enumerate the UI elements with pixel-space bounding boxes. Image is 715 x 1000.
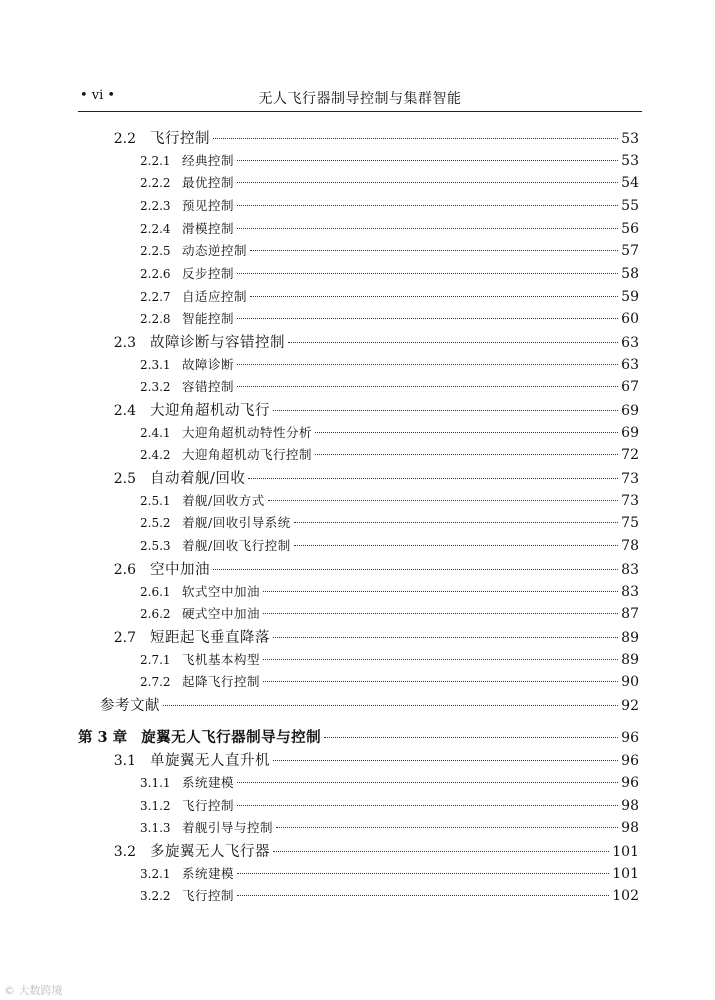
toc-title: 容错控制 [182, 379, 235, 394]
toc-page: 57 [621, 243, 639, 259]
toc-section-2-5[interactable] [100, 467, 639, 488]
toc-title: 故障诊断 [182, 357, 235, 372]
toc-number: 2.2.5 [140, 244, 171, 258]
toc-page: 101 [612, 844, 639, 860]
toc-number: 2.4.2 [140, 448, 171, 462]
leader-dots [273, 637, 618, 638]
toc-subsection-2-5-3[interactable] [140, 536, 639, 554]
toc-title: 故障诊断与容错控制 [150, 335, 285, 351]
toc-title: 大迎角超机动飞行控制 [182, 447, 313, 462]
toc-title: 飞机基本构型 [182, 652, 261, 667]
leader-dots [263, 681, 618, 682]
toc-title: 旋翼无人飞行器制导与控制 [141, 729, 322, 746]
toc-page: 78 [621, 538, 639, 554]
leader-dots [294, 545, 618, 546]
toc-title: 自适应控制 [182, 289, 248, 304]
leader-dots [237, 895, 609, 896]
toc-page: 63 [621, 357, 639, 373]
toc-number: 2.7.2 [140, 675, 171, 689]
toc-page: 69 [621, 425, 639, 441]
toc-subsection-2-6-1[interactable] [140, 582, 639, 600]
toc-page: 90 [621, 674, 639, 690]
toc-section-2-3[interactable] [100, 331, 639, 352]
toc-title: 动态逆控制 [182, 243, 248, 258]
toc-section-2-4[interactable] [100, 399, 639, 420]
leader-dots [250, 296, 618, 297]
leader-dots [268, 500, 618, 501]
toc-title: 大迎角超机动特性分析 [182, 425, 313, 440]
toc-number: 2.2.4 [140, 222, 171, 236]
toc-title: 自动着舰/回收 [150, 471, 246, 487]
leader-dots [273, 410, 618, 411]
toc-number: 2.2.7 [140, 290, 171, 304]
watermark: © 大数跨境 [4, 984, 63, 997]
toc-number: 3.2.2 [140, 889, 171, 903]
leader-dots [294, 522, 618, 523]
toc-page: 72 [621, 447, 639, 463]
toc-number: 3.2 [113, 844, 136, 860]
toc-section-2-2[interactable] [100, 127, 639, 148]
toc-number: 3.1.2 [140, 799, 171, 813]
toc-title: 预见控制 [182, 198, 235, 213]
toc-title: 多旋翼无人飞行器 [150, 844, 270, 860]
toc-number: 3.1 [113, 753, 136, 769]
toc-number: 3.2.1 [140, 867, 171, 881]
toc-page: 73 [621, 493, 639, 509]
toc-references[interactable] [100, 694, 639, 715]
toc-title: 飞行控制 [150, 131, 210, 147]
leader-dots [237, 386, 618, 387]
leader-dots [237, 182, 618, 183]
toc-subsection-3-1-1[interactable] [140, 773, 639, 791]
toc-number: 2.7.1 [140, 653, 171, 667]
toc-number: 2.2.2 [140, 176, 171, 190]
leader-dots [273, 851, 609, 852]
leader-dots [237, 318, 618, 319]
toc-page: 96 [621, 730, 639, 746]
toc-section-3-2[interactable] [100, 840, 639, 861]
toc-title: 软式空中加油 [182, 584, 261, 599]
toc-subsection-2-5-2[interactable] [140, 513, 639, 531]
toc-number: 2.3.1 [140, 358, 171, 372]
toc-subsection-2-2-7[interactable] [140, 287, 639, 305]
leader-dots [213, 138, 618, 139]
leader-dots [237, 364, 618, 365]
leader-dots [248, 478, 618, 479]
toc-title: 空中加油 [150, 562, 210, 578]
toc-page: 89 [621, 630, 639, 646]
leader-dots [315, 432, 618, 433]
leader-dots [163, 705, 618, 706]
toc-title: 着舰/回收飞行控制 [182, 538, 291, 553]
leader-dots [250, 250, 618, 251]
toc-number: 2.3.2 [140, 380, 171, 394]
toc-section-2-6[interactable] [100, 558, 639, 579]
toc-page: 75 [621, 515, 639, 531]
toc-page: 92 [621, 698, 639, 714]
toc-title: 单旋翼无人直升机 [150, 753, 270, 769]
toc-subsection-2-5-1[interactable] [140, 491, 639, 509]
toc-page: 73 [621, 471, 639, 487]
toc-number: 2.5.1 [140, 494, 171, 508]
toc-page: 58 [621, 266, 639, 282]
toc-subsection-2-2-4[interactable] [140, 219, 639, 237]
toc-page: 89 [621, 652, 639, 668]
leader-dots [237, 805, 618, 806]
toc-page: 98 [621, 820, 639, 836]
leader-dots [273, 760, 618, 761]
toc-number: 2.2.8 [140, 312, 171, 326]
toc-chapter-3[interactable] [78, 726, 639, 747]
toc-number: 2.7 [113, 630, 136, 646]
toc-title: 飞行控制 [182, 888, 235, 903]
leader-dots [324, 737, 618, 738]
toc-subsection-2-4-2[interactable] [140, 445, 639, 463]
leader-dots [276, 827, 618, 828]
toc-number: 2.5.3 [140, 539, 171, 553]
toc-number: 第 3 章 [78, 729, 128, 746]
toc-subsection-2-7-2[interactable] [140, 672, 639, 690]
toc-page: 96 [621, 775, 639, 791]
toc-number: 2.5.2 [140, 516, 171, 530]
toc-title: 硬式空中加油 [182, 606, 261, 621]
toc-title: 智能控制 [182, 311, 235, 326]
toc-subsection-2-7-1[interactable] [140, 650, 639, 668]
toc-title: 系统建模 [182, 866, 235, 881]
toc-subsection-2-2-6[interactable] [140, 264, 639, 282]
toc-number: 2.6.2 [140, 607, 171, 621]
toc-subsection-2-2-5[interactable] [140, 241, 639, 259]
toc-page: 83 [621, 562, 639, 578]
leader-dots [263, 591, 618, 592]
toc-section-3-1[interactable] [100, 749, 639, 770]
leader-dots [288, 342, 618, 343]
toc-page: 96 [621, 753, 639, 769]
leader-dots [237, 160, 618, 161]
toc-subsection-2-2-2[interactable] [140, 173, 639, 191]
leader-dots [263, 659, 618, 660]
leader-dots [315, 454, 618, 455]
toc-title: 反步控制 [182, 266, 235, 281]
toc-number: 2.2 [113, 131, 136, 147]
toc-subsection-3-1-3[interactable] [140, 818, 639, 836]
leader-dots [237, 228, 618, 229]
toc-subsection-2-3-2[interactable] [140, 377, 639, 395]
toc-page: 67 [621, 379, 639, 395]
toc-number: 2.5 [113, 471, 136, 487]
toc-subsection-2-3-1[interactable] [140, 355, 639, 373]
toc-title: 滑模控制 [182, 221, 235, 236]
toc-page: 56 [621, 221, 639, 237]
toc-page: 69 [621, 403, 639, 419]
toc-title: 短距起飞垂直降落 [150, 630, 270, 646]
toc-number: 2.2.3 [140, 199, 171, 213]
toc-subsection-2-2-8[interactable] [140, 309, 639, 327]
toc-number: 2.6.1 [140, 585, 171, 599]
toc-title: 起降飞行控制 [182, 674, 261, 689]
toc-page: 53 [621, 131, 639, 147]
toc-subsection-2-4-1[interactable] [140, 423, 639, 441]
toc-page: 59 [621, 289, 639, 305]
toc-page: 83 [621, 584, 639, 600]
book-title: 无人飞行器制导控制与集群智能 [258, 91, 462, 107]
page-number: • vi • [80, 88, 116, 103]
toc-title: 最优控制 [182, 175, 235, 190]
toc-page: 98 [621, 798, 639, 814]
leader-dots [237, 782, 618, 783]
toc-title: 着舰引导与控制 [182, 820, 274, 835]
toc-title: 着舰/回收方式 [182, 493, 265, 508]
toc-subsection-3-1-2[interactable] [140, 796, 639, 814]
toc-subsection-2-2-1[interactable] [140, 151, 639, 169]
toc-title: 着舰/回收引导系统 [182, 515, 291, 530]
toc-title: 飞行控制 [182, 798, 235, 813]
toc-section-2-7[interactable] [100, 626, 639, 647]
toc-number: 2.4 [113, 403, 136, 419]
toc-subsection-3-2-2[interactable] [140, 886, 639, 904]
toc-title: 参考文献 [100, 698, 160, 714]
toc-page: 87 [621, 606, 639, 622]
toc-page: 53 [621, 153, 639, 169]
toc-number: 2.2.1 [140, 154, 171, 168]
toc-page: 102 [612, 888, 639, 904]
toc-number: 2.4.1 [140, 426, 171, 440]
toc-page: 54 [621, 175, 639, 191]
toc-page: 60 [621, 311, 639, 327]
toc-title: 经典控制 [182, 153, 235, 168]
toc-subsection-2-6-2[interactable] [140, 604, 639, 622]
leader-dots [237, 273, 618, 274]
leader-dots [263, 613, 618, 614]
toc-page: 101 [612, 866, 639, 882]
toc-title: 系统建模 [182, 775, 235, 790]
toc-page: 63 [621, 335, 639, 351]
leader-dots [237, 873, 609, 874]
toc-number: 3.1.1 [140, 776, 171, 790]
leader-dots [213, 569, 618, 570]
toc-title: 大迎角超机动飞行 [150, 403, 270, 419]
toc-subsection-3-2-1[interactable] [140, 864, 639, 882]
toc-page: 55 [621, 198, 639, 214]
toc-subsection-2-2-3[interactable] [140, 196, 639, 214]
toc-number: 2.3 [113, 335, 136, 351]
toc-number: 3.1.3 [140, 821, 171, 835]
toc-number: 2.2.6 [140, 267, 171, 281]
toc-number: 2.6 [113, 562, 136, 578]
leader-dots [237, 205, 618, 206]
